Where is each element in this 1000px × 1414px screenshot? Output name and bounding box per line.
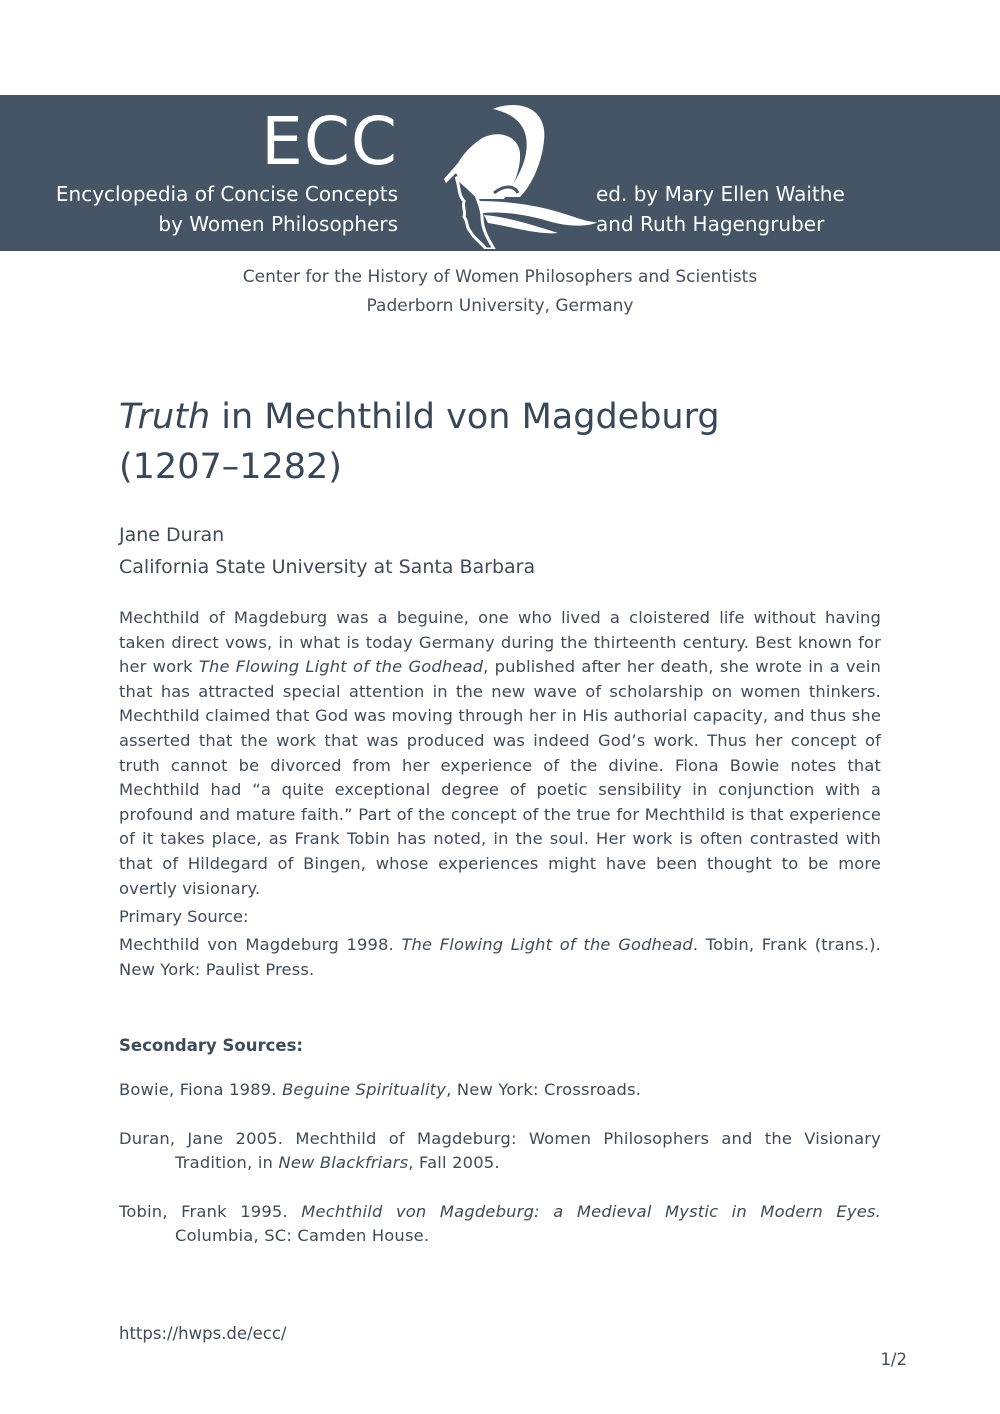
- article-content: [119, 392, 881, 1249]
- reference-text: Tobin, Frank 1995.: [119, 1201, 302, 1221]
- reference-item: [119, 1200, 881, 1249]
- article-title-rest: in Mechthild von Magdeburg: [210, 397, 720, 437]
- primary-source-reference: [119, 933, 881, 982]
- reference-text: Bowie, Fiona 1989.: [119, 1080, 283, 1100]
- reference-text: Columbia, SC: Camden House.: [175, 1226, 430, 1246]
- encyclopedia-title-line1: Encyclopedia of Concise Concepts: [55, 182, 398, 206]
- editors-line1: ed. by Mary Ellen Waithe: [596, 182, 845, 206]
- article-title: [119, 392, 881, 492]
- institution-line2: Paderborn University, Germany: [366, 296, 634, 316]
- reference-text: , Fall 2005.: [408, 1153, 500, 1173]
- primary-ref-end: . Tobin, Frank (trans.). New York: Paulist Press.: [119, 935, 881, 979]
- reference-item: [119, 1127, 881, 1176]
- body-part1: Mechthild of Magdeburg was a beguine, one who lived a cloistered life without having taken direct vows, in what is today Germany during the thirteenth century. Best known for her work: [119, 608, 881, 677]
- primary-source-label: Primary Source:: [119, 907, 249, 927]
- editors: [596, 179, 845, 239]
- article-body: [119, 606, 881, 901]
- author-affiliation: California State University at Santa Barbara: [119, 556, 536, 578]
- reference-title: New Blackfriars: [278, 1153, 409, 1173]
- reference-title: Mechthild von Magdeburg: a Medieval Mystic in Modern Eyes.: [301, 1201, 881, 1221]
- encyclopedia-title: [56, 179, 398, 239]
- ecc-acronym: ECC: [261, 103, 398, 180]
- reference-text: Duran, Jane 2005. Mechthild of Magdeburg: Women Philosophers and the Visionary Tradition, in: [119, 1128, 881, 1173]
- institution-line1: Center for the History of Women Philosophers and Scientists: [242, 267, 758, 287]
- athena-helmet-icon: [438, 101, 598, 249]
- encyclopedia-title-line2: by Women Philosophers: [158, 212, 398, 236]
- institution-block: [0, 263, 1000, 321]
- secondary-sources-heading: Secondary Sources:: [119, 1036, 304, 1056]
- author-block: [119, 519, 881, 583]
- article-title-dates: (1207–1282): [119, 447, 342, 487]
- author-name: Jane Duran: [119, 524, 225, 546]
- header-banner: [0, 95, 1000, 251]
- article-title-italic: Truth: [119, 397, 211, 437]
- reference-item: [119, 1078, 881, 1103]
- reference-title: Beguine Spirituality: [282, 1080, 447, 1100]
- reference-text: , New York: Crossroads.: [446, 1080, 642, 1100]
- primary-ref-title: The Flowing Light of the Godhead: [401, 935, 693, 955]
- page-number: 1/2: [880, 1350, 907, 1369]
- editors-line2: and Ruth Hagengruber: [596, 212, 825, 236]
- primary-ref-start: Mechthild von Magdeburg 1998.: [119, 935, 402, 955]
- footer-url[interactable]: https://hwps.de/ecc/: [119, 1324, 287, 1343]
- body-part2: , published after her death, she wrote in a vein that has attracted special attention in the new wave of scholarship on women thinkers. Mechthild claimed that God was moving through her in His authorial capacity, and thus she asserted that the work that was produced was indeed God’s work. Thus her concept of truth cannot be divorced from her experience of the divine. Fiona Bowie notes that Mechthild had “a quite exceptional degree of poetic sensibility in conjunction with a profound and mature faith.” Part of the concept of the true for Mechthild is that experience of it takes place, as Frank Tobin has noted, in the soul. Her work is often contrasted with that of Hildegard of Bingen, whose experiences might have been thought to be more overtly visionary.: [119, 657, 881, 898]
- body-work-title: The Flowing Light of the Godhead: [198, 657, 484, 677]
